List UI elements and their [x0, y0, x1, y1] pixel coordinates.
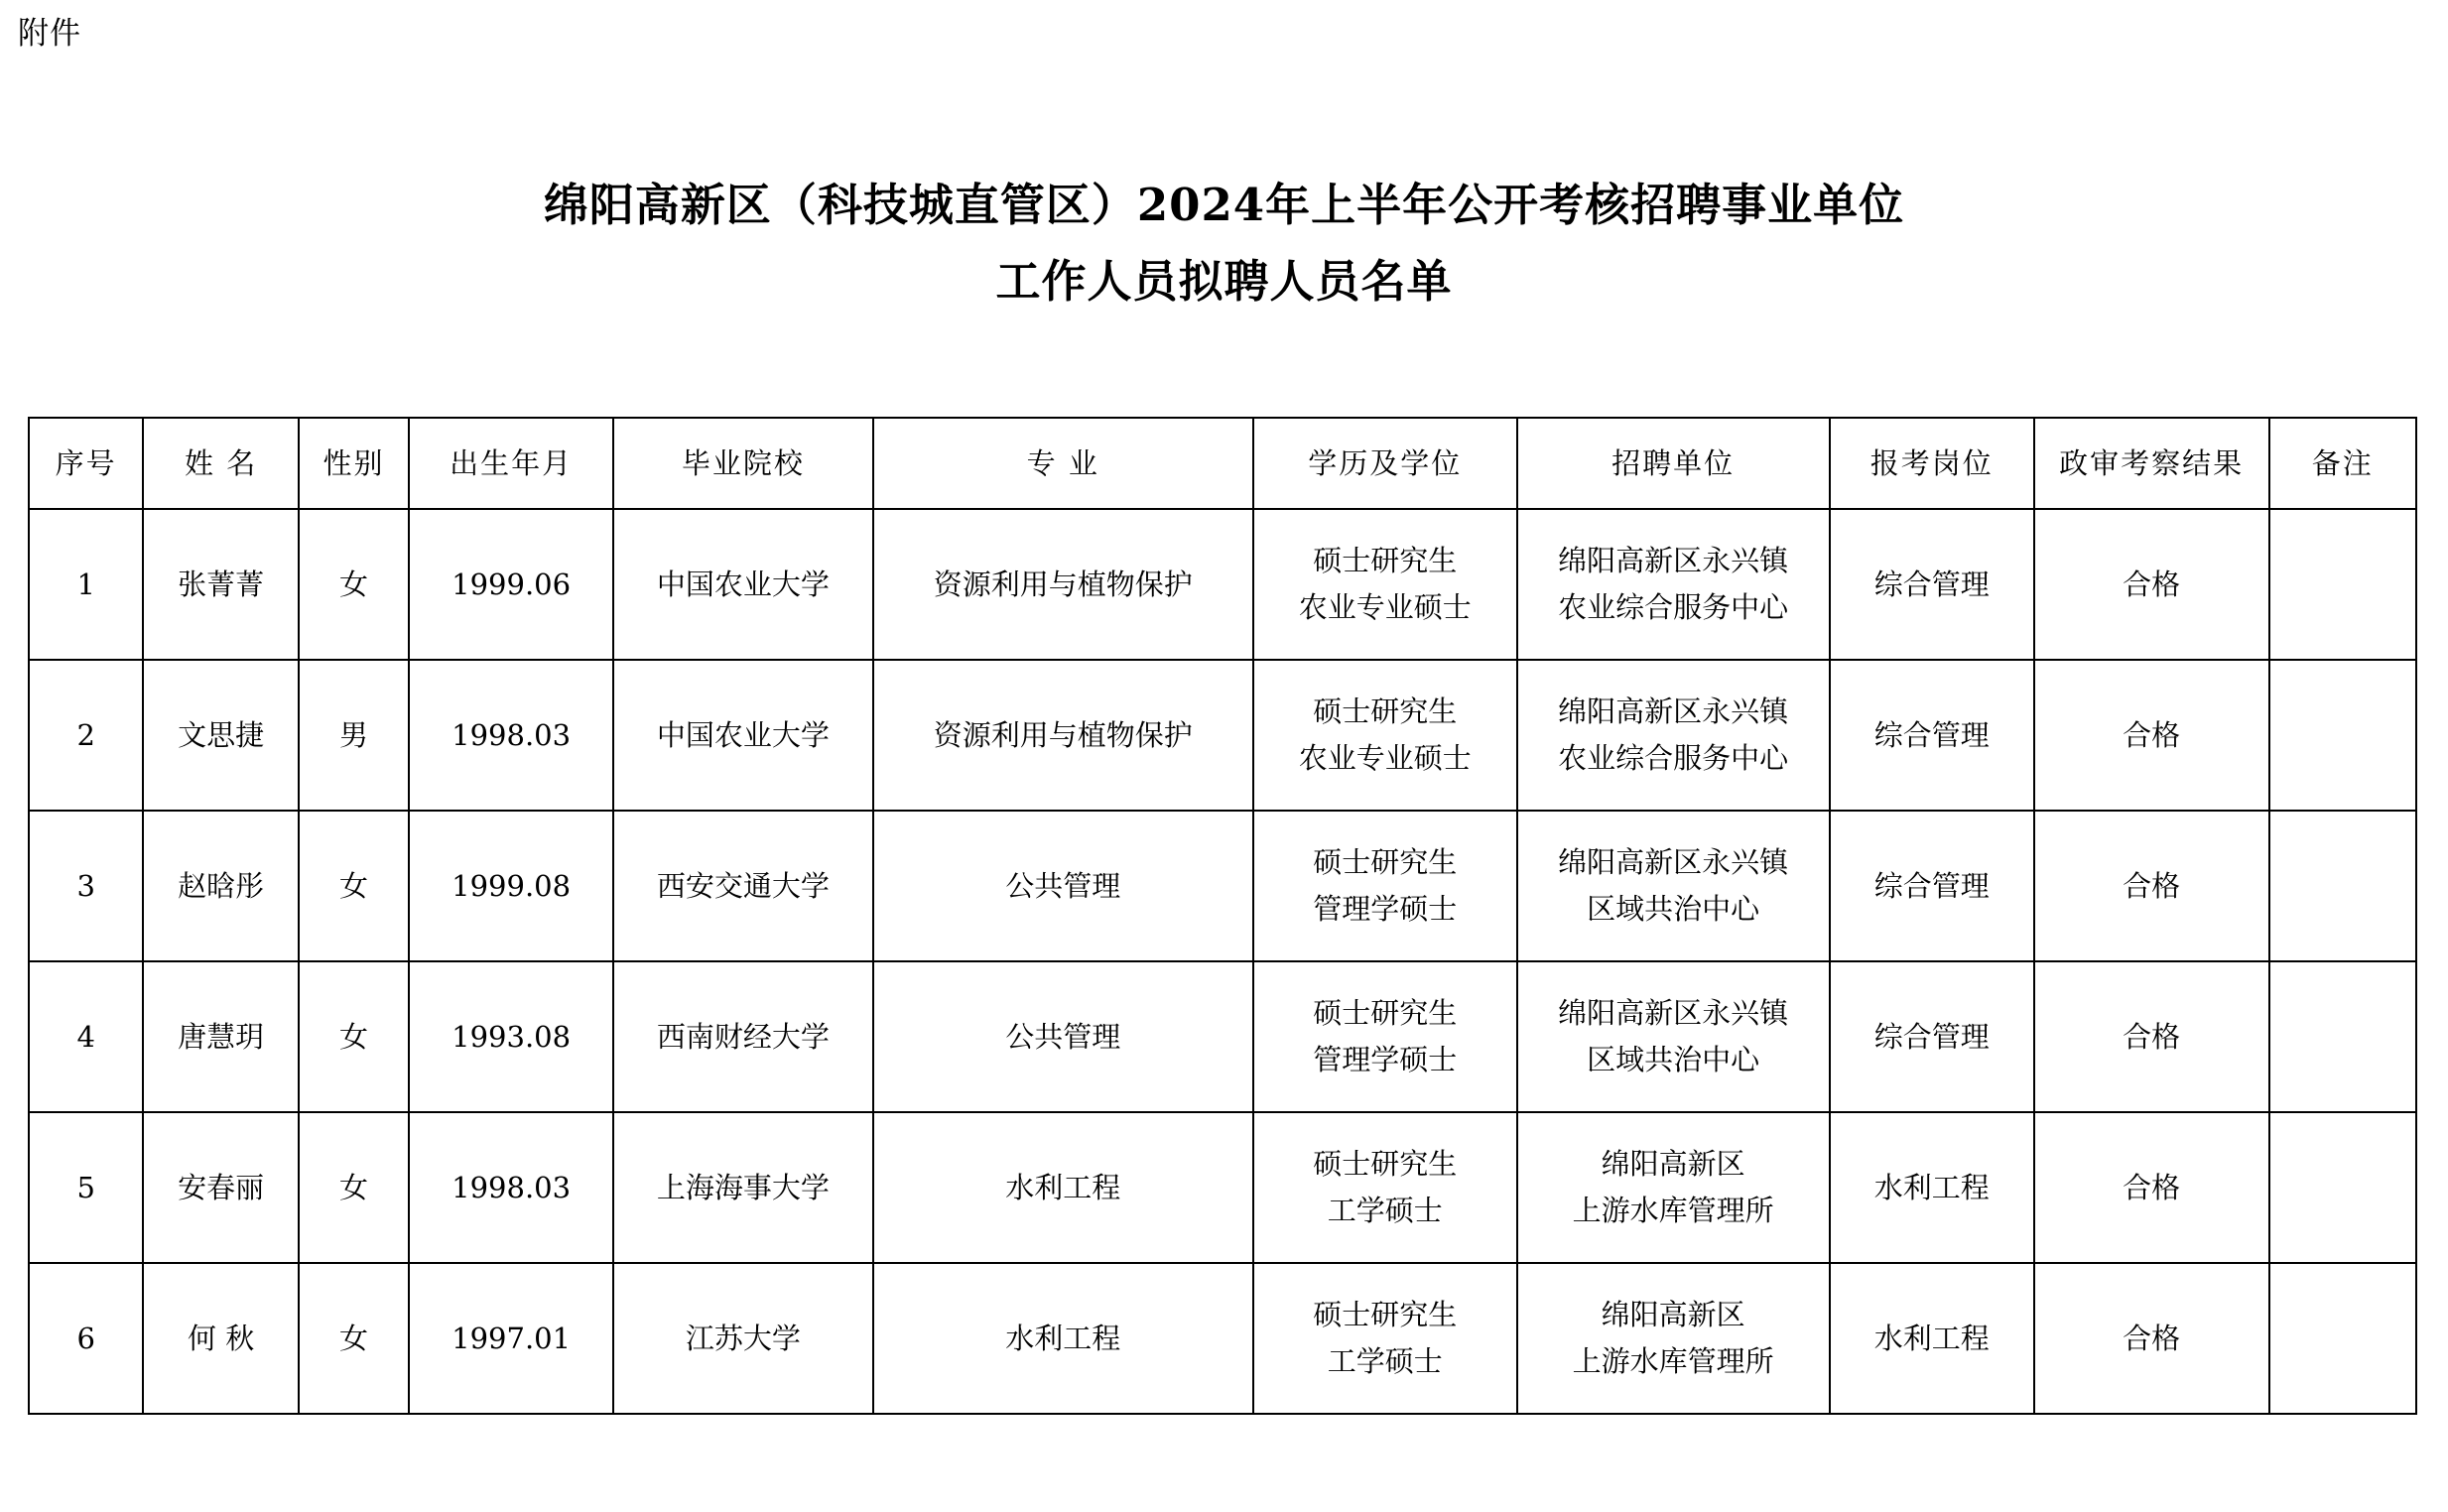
cell-index: 6: [29, 1263, 143, 1414]
cell-degree-line2: 农业专业硕士: [1298, 590, 1472, 624]
cell-unit-line2: 上游水库管理所: [1572, 1344, 1774, 1378]
cell-unit: [1517, 1112, 1830, 1263]
table-row: [29, 811, 2416, 961]
table-row: [29, 1263, 2416, 1414]
cell-gender: 女: [299, 811, 409, 961]
cell-index: 2: [29, 660, 143, 811]
cell-gender: 女: [299, 1263, 409, 1414]
cell-post: 综合管理: [1830, 961, 2034, 1112]
cell-degree-line1: 硕士研究生: [1313, 694, 1458, 729]
cell-review: 合格: [2034, 1263, 2269, 1414]
table-row: [29, 961, 2416, 1112]
cell-unit: [1517, 660, 1830, 811]
cell-review: 合格: [2034, 509, 2269, 660]
table-row: [29, 1112, 2416, 1263]
cell-school: 西安交通大学: [613, 811, 873, 961]
cell-gender: 女: [299, 509, 409, 660]
cell-major: 水利工程: [873, 1263, 1253, 1414]
cell-review: 合格: [2034, 660, 2269, 811]
cell-birth: 1999.08: [409, 811, 613, 961]
cell-unit-line1: 绵阳高新区永兴镇: [1558, 544, 1789, 578]
cell-school: 西南财经大学: [613, 961, 873, 1112]
cell-name: 何 秋: [143, 1263, 299, 1414]
cell-major: 水利工程: [873, 1112, 1253, 1263]
column-header-unit: 招聘单位: [1517, 418, 1830, 509]
cell-degree-line1: 硕士研究生: [1313, 996, 1458, 1031]
candidate-roster-table: [28, 417, 2417, 1415]
cell-degree: [1253, 1263, 1517, 1414]
cell-degree-line2: 工学硕士: [1327, 1194, 1443, 1227]
cell-unit-line2: 区域共治中心: [1587, 892, 1760, 926]
cell-school: 上海海事大学: [613, 1112, 873, 1263]
cell-unit-line1: 绵阳高新区永兴镇: [1558, 694, 1789, 729]
column-header-name: 姓 名: [143, 418, 299, 509]
cell-remark: [2269, 660, 2416, 811]
cell-degree-line1: 硕士研究生: [1313, 1298, 1458, 1332]
cell-degree: [1253, 811, 1517, 961]
cell-birth: 1998.03: [409, 1112, 613, 1263]
cell-unit: [1517, 961, 1830, 1112]
cell-major: 公共管理: [873, 961, 1253, 1112]
cell-name: 文思捷: [143, 660, 299, 811]
title-line-1: 绵阳高新区（科技城直管区）2024年上半年公开考核招聘事业单位: [543, 179, 1905, 231]
cell-unit-line2: 农业综合服务中心: [1558, 590, 1789, 624]
cell-remark: [2269, 1263, 2416, 1414]
table-row: [29, 509, 2416, 660]
cell-unit-line2: 区域共治中心: [1587, 1043, 1760, 1076]
column-header-major: 专 业: [873, 418, 1253, 509]
cell-post: 综合管理: [1830, 509, 2034, 660]
cell-gender: 男: [299, 660, 409, 811]
cell-post: 水利工程: [1830, 1263, 2034, 1414]
cell-review: 合格: [2034, 961, 2269, 1112]
cell-gender: 女: [299, 1112, 409, 1263]
cell-degree-line1: 硕士研究生: [1313, 1147, 1458, 1182]
cell-degree-line1: 硕士研究生: [1313, 544, 1458, 578]
cell-unit-line1: 绵阳高新区永兴镇: [1558, 845, 1789, 880]
cell-post: 综合管理: [1830, 660, 2034, 811]
cell-degree-line2: 管理学硕士: [1313, 892, 1458, 926]
cell-unit: [1517, 811, 1830, 961]
cell-name: 赵晗彤: [143, 811, 299, 961]
cell-major: 公共管理: [873, 811, 1253, 961]
column-header-birth: 出生年月: [409, 418, 613, 509]
column-header-review: 政审考察结果: [2034, 418, 2269, 509]
cell-major: 资源利用与植物保护: [873, 660, 1253, 811]
cell-unit: [1517, 509, 1830, 660]
cell-degree: [1253, 509, 1517, 660]
cell-remark: [2269, 961, 2416, 1112]
column-header-gender: 性别: [299, 418, 409, 509]
table-row: [29, 660, 2416, 811]
cell-index: 4: [29, 961, 143, 1112]
cell-remark: [2269, 811, 2416, 961]
cell-unit-line2: 上游水库管理所: [1572, 1194, 1774, 1227]
cell-name: 安春丽: [143, 1112, 299, 1263]
cell-post: 水利工程: [1830, 1112, 2034, 1263]
cell-birth: 1999.06: [409, 509, 613, 660]
cell-degree-line1: 硕士研究生: [1313, 845, 1458, 880]
column-header-remark: 备注: [2269, 418, 2416, 509]
cell-degree-line2: 管理学硕士: [1313, 1043, 1458, 1076]
page-title: [0, 167, 2448, 320]
cell-school: 中国农业大学: [613, 509, 873, 660]
cell-major: 资源利用与植物保护: [873, 509, 1253, 660]
cell-unit-line1: 绵阳高新区: [1601, 1147, 1745, 1182]
table-header-row: [29, 418, 2416, 509]
cell-degree: [1253, 1112, 1517, 1263]
cell-unit-line1: 绵阳高新区永兴镇: [1558, 996, 1789, 1031]
column-header-index: 序号: [29, 418, 143, 509]
cell-index: 5: [29, 1112, 143, 1263]
cell-unit: [1517, 1263, 1830, 1414]
cell-degree: [1253, 660, 1517, 811]
cell-school: 江苏大学: [613, 1263, 873, 1414]
cell-birth: 1997.01: [409, 1263, 613, 1414]
attachment-label: 附件: [18, 16, 81, 52]
cell-unit-line1: 绵阳高新区: [1601, 1298, 1745, 1332]
cell-review: 合格: [2034, 811, 2269, 961]
title-line-2: 工作人员拟聘人员名单: [995, 255, 1453, 309]
cell-birth: 1998.03: [409, 660, 613, 811]
cell-remark: [2269, 1112, 2416, 1263]
cell-name: 张菁菁: [143, 509, 299, 660]
cell-remark: [2269, 509, 2416, 660]
cell-index: 1: [29, 509, 143, 660]
cell-index: 3: [29, 811, 143, 961]
cell-name: 唐慧玥: [143, 961, 299, 1112]
cell-post: 综合管理: [1830, 811, 2034, 961]
cell-review: 合格: [2034, 1112, 2269, 1263]
column-header-post: 报考岗位: [1830, 418, 2034, 509]
cell-unit-line2: 农业综合服务中心: [1558, 741, 1789, 775]
cell-degree: [1253, 961, 1517, 1112]
cell-degree-line2: 农业专业硕士: [1298, 741, 1472, 775]
cell-gender: 女: [299, 961, 409, 1112]
cell-degree-line2: 工学硕士: [1327, 1344, 1443, 1378]
cell-school: 中国农业大学: [613, 660, 873, 811]
column-header-school: 毕业院校: [613, 418, 873, 509]
column-header-degree: 学历及学位: [1253, 418, 1517, 509]
cell-birth: 1993.08: [409, 961, 613, 1112]
